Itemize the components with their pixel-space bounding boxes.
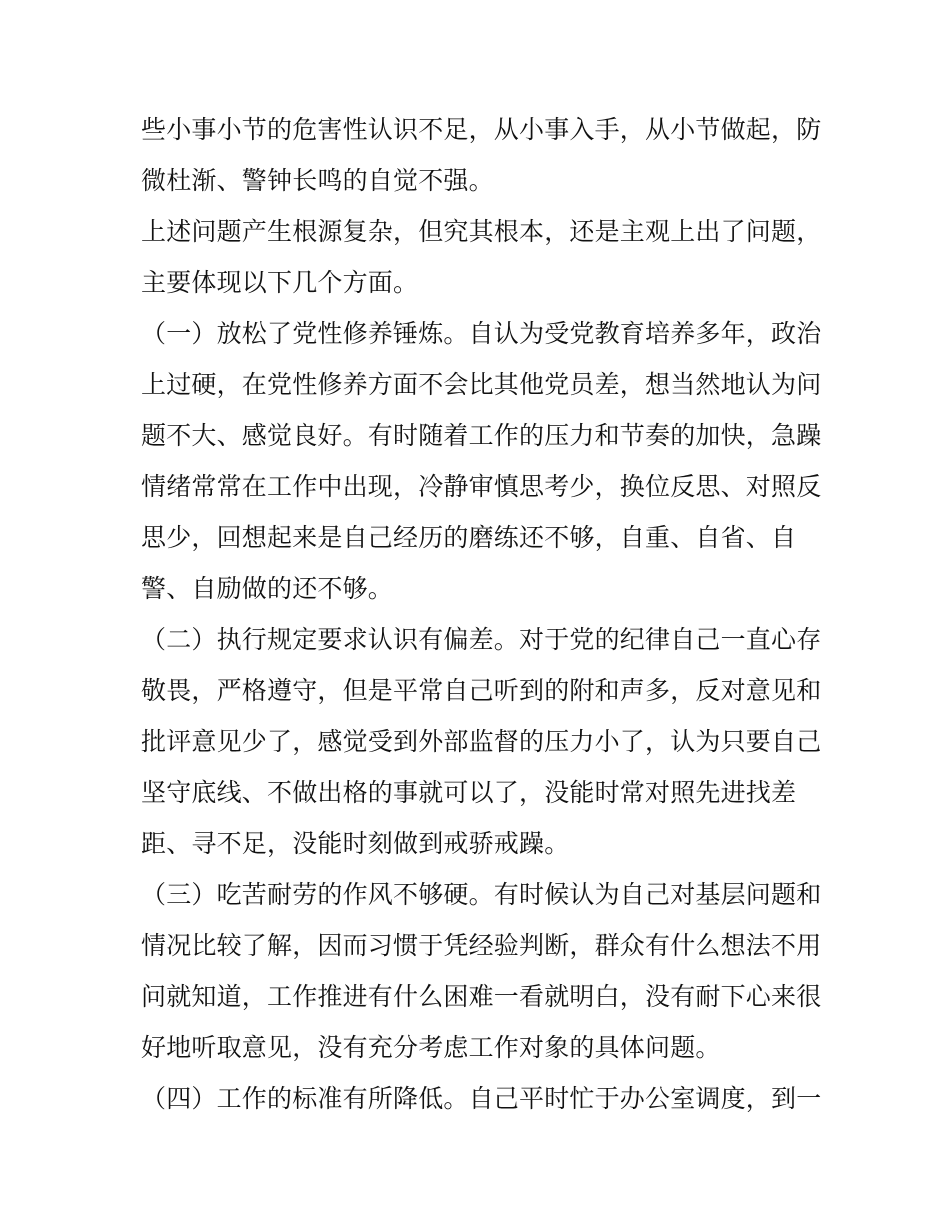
text-line: 思少，回想起来是自己经历的磨练还不够，自重、自省、自	[141, 523, 797, 552]
section-heading-line: （二）执行规定要求认识有偏差。对于党的纪律自己一直心存	[141, 625, 822, 654]
text-line: 问就知道，工作推进有什么困难一看就明白，没有耐下心来很	[141, 982, 822, 1011]
text-line: 批评意见少了，感觉受到外部监督的压力小了，认为只要自己	[141, 727, 822, 756]
text-line: 情况比较了解，因而习惯于凭经验判断，群众有什么想法不用	[141, 931, 822, 960]
text-line: 主要体现以下几个方面。	[141, 268, 419, 297]
text-line: 敬畏，严格遵守，但是平常自己听到的附和声多，反对意见和	[141, 676, 822, 705]
text-line: 距、寻不足，没能时刻做到戒骄戒躁。	[141, 829, 570, 858]
section-heading-line: （一）放松了党性修养锤炼。自认为受党教育培养多年，政治	[141, 319, 822, 348]
text-line: 情绪常常在工作中出现，冷静审慎思考少，换位反思、对照反	[141, 472, 822, 501]
section-heading-line: （三）吃苦耐劳的作风不够硬。有时候认为自己对基层问题和	[141, 880, 822, 909]
text-line: 些小事小节的危害性认识不足，从小事入手，从小节做起，防	[141, 115, 822, 144]
text-line: 题不大、感觉良好。有时随着工作的压力和节奏的加快，急躁	[141, 421, 822, 450]
text-line: 上述问题产生根源复杂，但究其根本，还是主观上出了问题，	[141, 217, 822, 246]
text-line: 坚守底线、不做出格的事就可以了，没能时常对照先进找差	[141, 778, 797, 807]
section-heading-line: （四）工作的标准有所降低。自己平时忙于办公室调度，到一	[141, 1084, 822, 1113]
text-line: 好地听取意见，没有充分考虑工作对象的具体问题。	[141, 1033, 721, 1062]
text-line: 微杜渐、警钟长鸣的自觉不强。	[141, 166, 494, 195]
text-line: 警、自励做的还不够。	[141, 574, 394, 603]
text-line: 上过硬，在党性修养方面不会比其他党员差，想当然地认为问	[141, 370, 822, 399]
